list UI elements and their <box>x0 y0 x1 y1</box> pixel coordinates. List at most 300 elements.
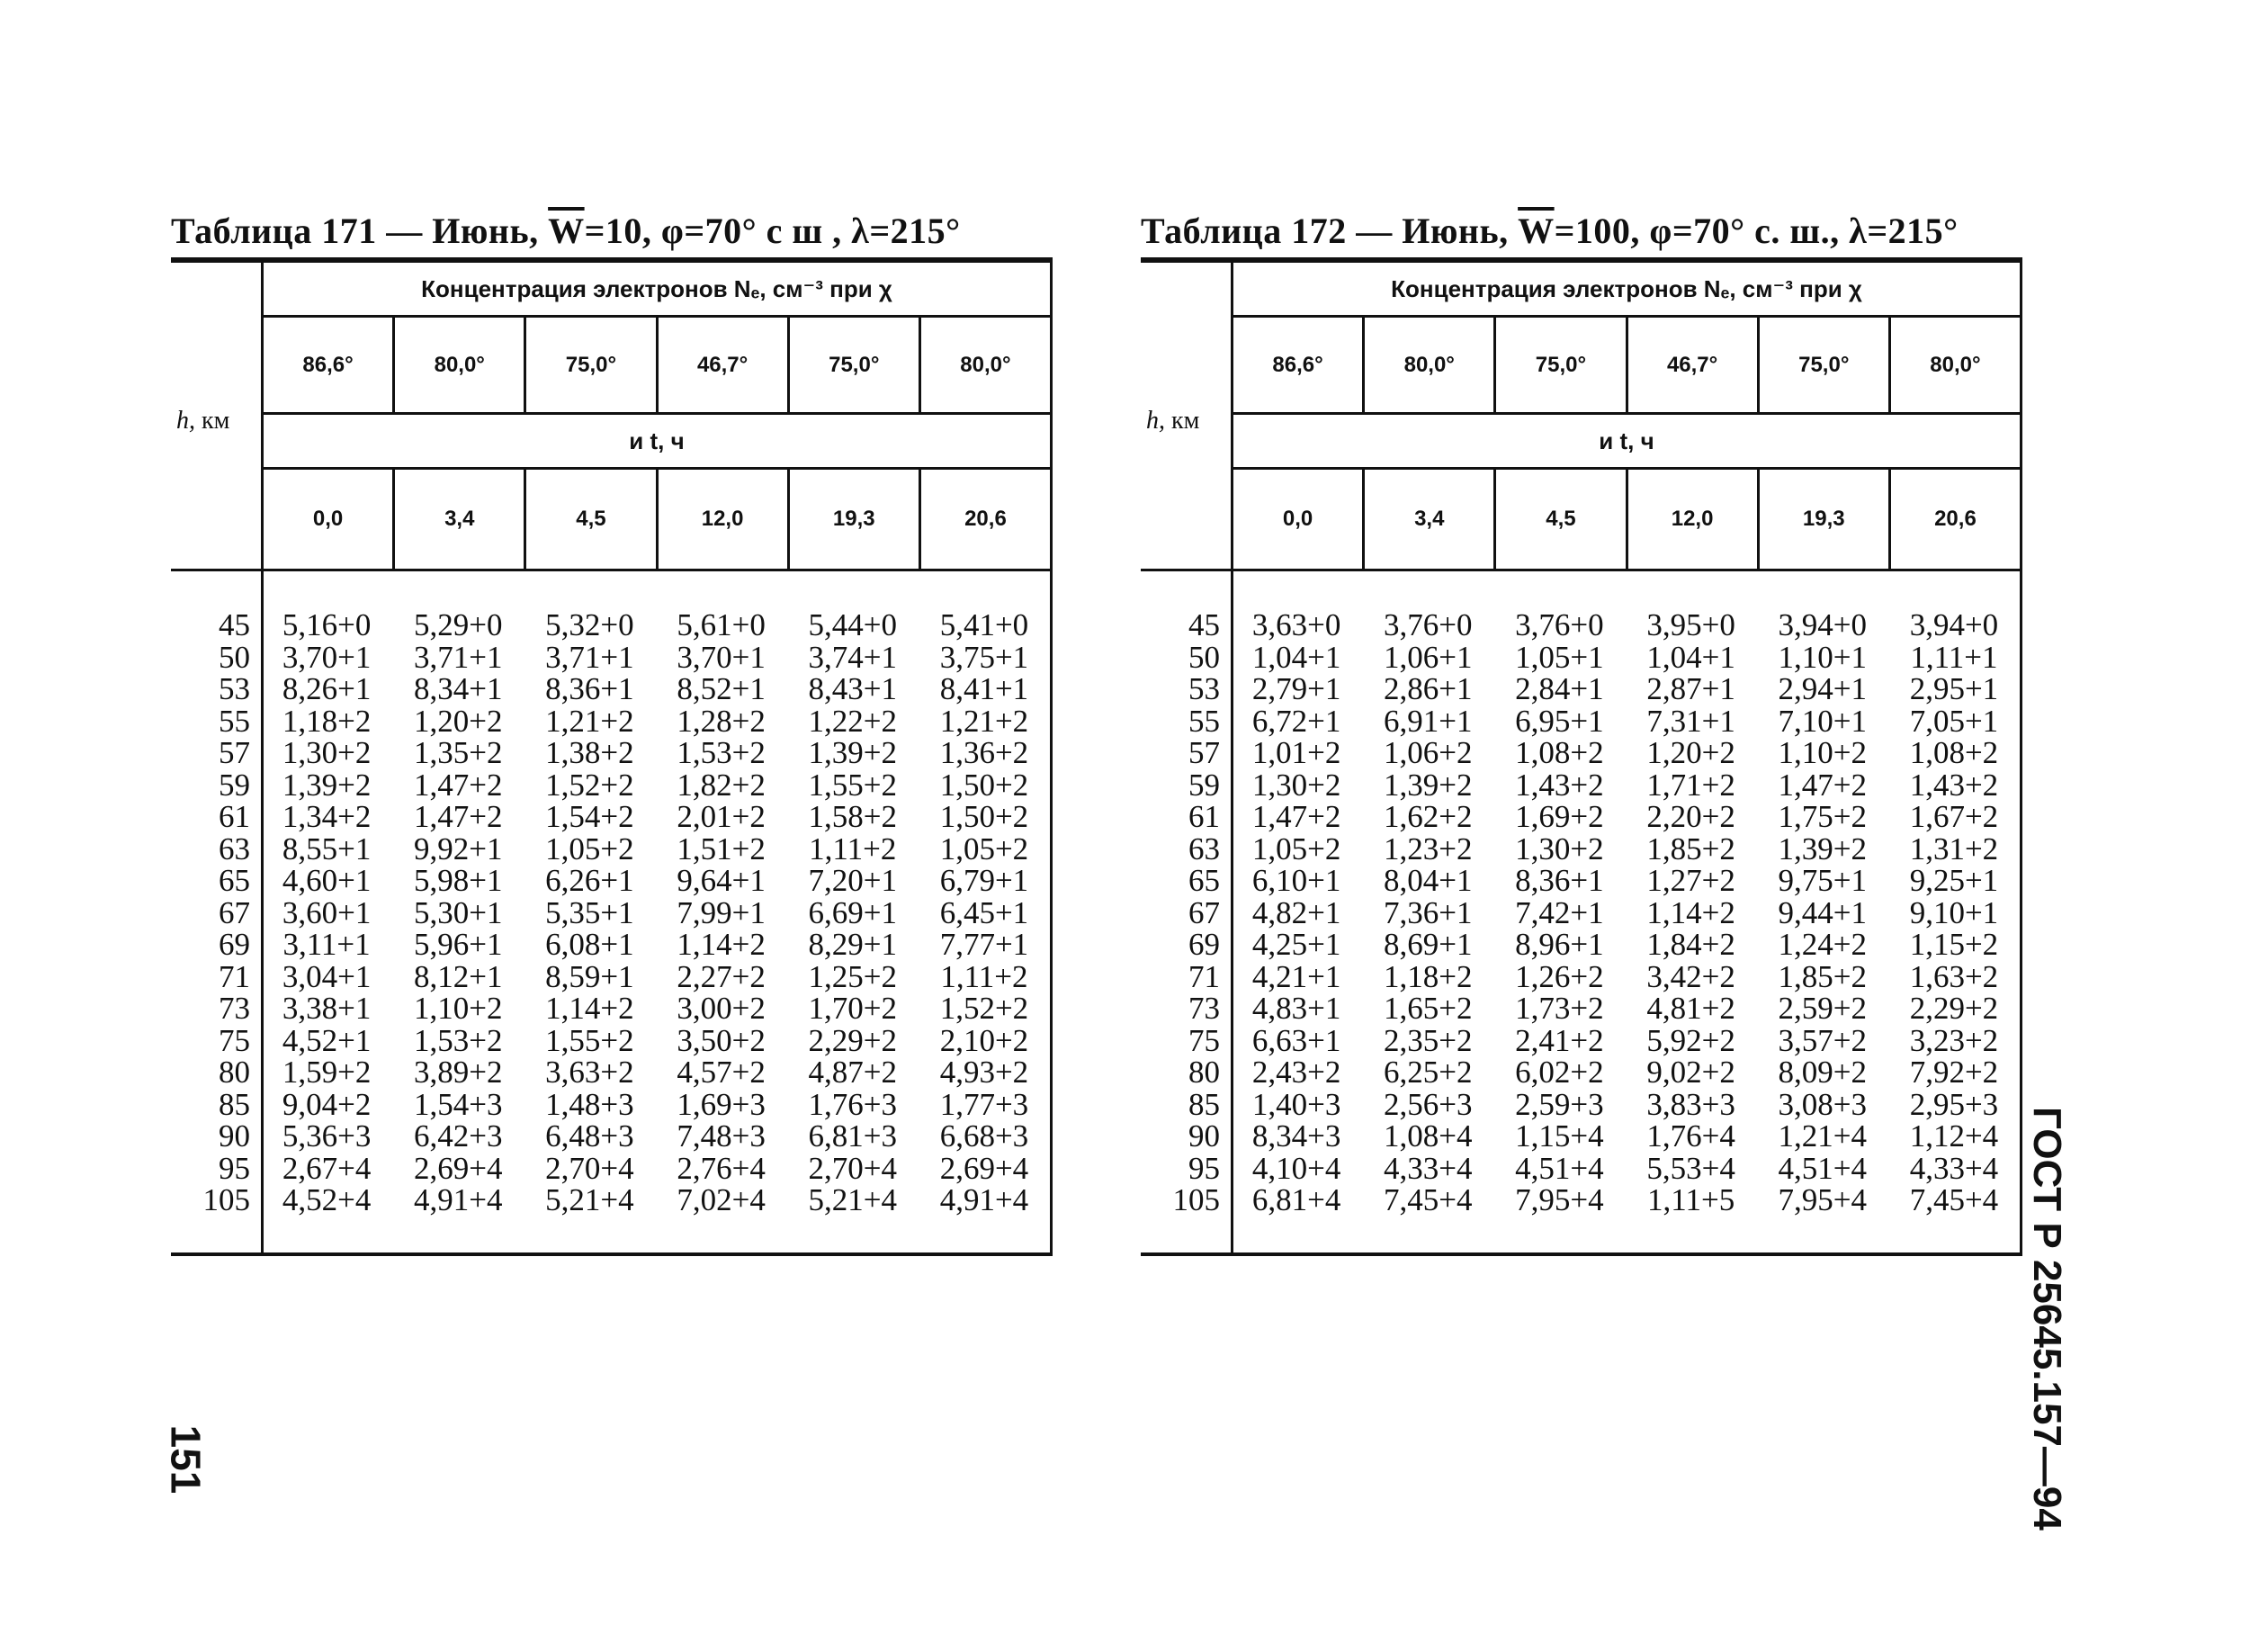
concentration-value: 3,11+1 <box>282 927 371 962</box>
concentration-value: 2,69+4 <box>939 1150 1029 1186</box>
concentration-value: 4,83+1 <box>1251 991 1341 1026</box>
concentration-value: 7,92+2 <box>1909 1055 1999 1090</box>
concentration-value: 6,48+3 <box>545 1118 634 1154</box>
concentration-value: 3,94+0 <box>1778 607 1868 642</box>
concentration-value: 1,05+2 <box>939 830 1029 866</box>
table-row <box>171 801 1050 833</box>
concentration-value: 7,02+4 <box>677 1182 766 1217</box>
concentration-value: 1,52+2 <box>545 767 634 803</box>
concentration-value: 5,92+2 <box>1646 1022 1735 1058</box>
concentration-value: 8,69+1 <box>1384 927 1473 962</box>
concentration-value: 9,10+1 <box>1909 894 1999 930</box>
height-value: 50 <box>219 639 250 675</box>
concentration-value: 9,75+1 <box>1778 863 1868 898</box>
height-value: 55 <box>1188 703 1220 739</box>
concentration-value: 1,39+2 <box>1384 767 1473 803</box>
table-row <box>1141 1184 2020 1217</box>
height-value: 45 <box>219 607 250 642</box>
concentration-value: 1,12+4 <box>1909 1118 1999 1154</box>
concentration-value: 6,42+3 <box>414 1118 503 1154</box>
table-row <box>1141 801 2020 833</box>
concentration-value: 6,45+1 <box>939 894 1029 930</box>
concentration-value: 9,44+1 <box>1778 894 1868 930</box>
concentration-value: 1,47+2 <box>414 799 503 834</box>
height-value: 61 <box>1188 799 1220 834</box>
concentration-value: 1,52+2 <box>939 991 1029 1026</box>
time-cell: 20,6 <box>964 507 1007 531</box>
concentration-value: 2,56+3 <box>1384 1086 1473 1122</box>
table-row <box>171 894 1050 930</box>
concentration-value: 7,36+1 <box>1384 894 1473 930</box>
concentration-value: 4,57+2 <box>677 1055 766 1090</box>
concentration-value: 8,09+2 <box>1778 1055 1868 1090</box>
time-cell: 0,0 <box>1233 470 1365 569</box>
concentration-value: 9,64+1 <box>677 863 766 898</box>
h-header <box>176 407 229 435</box>
concentration-value: 1,39+2 <box>1778 830 1868 866</box>
time-cell: 4,5 <box>526 470 658 569</box>
concentration-value: 5,41+0 <box>939 607 1029 642</box>
concentration-value: 7,95+4 <box>1515 1182 1604 1217</box>
concentration-value: 7,99+1 <box>677 894 766 930</box>
concentration-value: 6,26+1 <box>545 863 634 898</box>
concentration-value: 1,73+2 <box>1515 991 1604 1026</box>
time-cell: 12,0 <box>1628 470 1760 569</box>
concentration-value: 2,59+2 <box>1778 991 1868 1026</box>
concentration-value: 4,33+4 <box>1384 1150 1473 1186</box>
concentration-value: 1,15+4 <box>1515 1118 1604 1154</box>
concentration-value: 6,68+3 <box>939 1118 1029 1154</box>
height-value: 90 <box>219 1118 250 1154</box>
concentration-value: 1,39+2 <box>808 735 898 770</box>
table-row <box>171 929 1050 961</box>
height-value: 73 <box>219 991 250 1026</box>
concentration-value: 6,79+1 <box>939 863 1029 898</box>
concentration-value: 5,32+0 <box>545 607 634 642</box>
concentration-value: 6,81+3 <box>808 1118 898 1154</box>
concentration-value: 2,29+2 <box>808 1022 898 1058</box>
concentration-value: 1,47+2 <box>414 767 503 803</box>
concentration-value: 1,69+3 <box>677 1086 766 1122</box>
concentration-value: 3,70+1 <box>282 639 372 675</box>
caption-w: $\overline{W}$ <box>548 211 585 251</box>
concentration-value: 1,34+2 <box>282 799 372 834</box>
table-row <box>1141 1022 2020 1058</box>
concentration-value: 1,06+1 <box>1384 639 1473 675</box>
concentration-value: 1,82+2 <box>677 767 766 803</box>
concentration-value: 7,20+1 <box>808 863 898 898</box>
table-row <box>1141 830 2020 866</box>
concentration-value: 1,14+2 <box>1646 894 1735 930</box>
concentration-value: 1,84+2 <box>1646 927 1735 962</box>
concentration-value: 1,05+2 <box>545 830 634 866</box>
concentration-value: 4,60+1 <box>282 863 372 898</box>
concentration-value: 1,18+2 <box>1384 958 1473 994</box>
height-value: 65 <box>219 863 250 898</box>
concentration-value: 1,04+1 <box>1251 639 1341 675</box>
concentration-value: 8,34+1 <box>414 671 503 706</box>
table-row <box>1141 894 2020 930</box>
height-value: 53 <box>1188 671 1220 706</box>
table-row <box>171 737 1050 769</box>
right-border <box>2020 263 2022 1252</box>
concentration-value: 1,71+2 <box>1646 767 1735 803</box>
concentration-value: 1,47+2 <box>1778 767 1868 803</box>
table-row <box>1141 865 2020 897</box>
chi-cell: 46,7° <box>1628 318 1760 412</box>
concentration-value: 1,21+4 <box>1778 1118 1868 1154</box>
concentration-value: 9,04+2 <box>282 1086 372 1122</box>
chi-cell: 75,0° <box>526 318 658 412</box>
concentration-value: 1,54+3 <box>414 1086 503 1122</box>
concentration-value: 1,39+2 <box>282 767 372 803</box>
concentration-value: 1,36+2 <box>939 735 1029 770</box>
concentration-value: 8,36+1 <box>1515 863 1604 898</box>
concentration-value: 2,84+1 <box>1515 671 1604 706</box>
concentration-value: 1,23+2 <box>1384 830 1473 866</box>
time-row <box>1233 470 2020 569</box>
chi-cell: 75,0° <box>1496 318 1627 412</box>
table-171 <box>171 205 1053 1256</box>
concentration-value: 5,16+0 <box>282 607 372 642</box>
concentration-value: 3,42+2 <box>1646 958 1735 994</box>
caption-prefix: Таблица 171 — Июнь, <box>171 211 549 251</box>
h-header <box>1146 407 1199 435</box>
concentration-value: 4,82+1 <box>1251 894 1341 930</box>
chi-cell: 86,6° <box>1233 318 1365 412</box>
concentration-value: 1,48+3 <box>545 1086 634 1122</box>
concentration-value: 1,31+2 <box>1909 830 1999 866</box>
concentration-value: 3,23+2 <box>1909 1022 1999 1058</box>
concentration-value: 1,30+2 <box>1251 767 1341 803</box>
concentration-value: 5,98+1 <box>414 863 503 898</box>
table-frame <box>1141 257 2022 1256</box>
concentration-value: 4,10+4 <box>1251 1150 1341 1186</box>
time-header: и t, ч <box>264 415 1050 470</box>
caption-rest: =100, φ=70° с. ш., λ=215° <box>1554 211 1959 251</box>
concentration-value: 3,71+1 <box>414 639 503 675</box>
concentration-value: 6,95+1 <box>1515 703 1604 739</box>
table-row <box>171 673 1050 705</box>
concentration-value: 8,26+1 <box>282 671 372 706</box>
table-body <box>171 609 1050 1217</box>
chi-cell: 80,0° <box>1930 352 1981 377</box>
concentration-value: 1,63+2 <box>1909 958 1999 994</box>
concentration-value: 3,94+0 <box>1909 607 1999 642</box>
table-row <box>171 1184 1050 1217</box>
table-header <box>264 263 1050 569</box>
table-row <box>171 865 1050 897</box>
height-value: 80 <box>219 1055 250 1090</box>
concentration-value: 3,63+2 <box>545 1055 634 1090</box>
table-row <box>1141 958 2020 994</box>
concentration-value: 5,21+4 <box>545 1182 634 1217</box>
chi-cell: 75,0° <box>1760 318 1891 412</box>
concentration-value: 4,87+2 <box>808 1055 898 1090</box>
concentration-value: 1,25+2 <box>808 958 898 994</box>
concentration-value: 2,86+1 <box>1384 671 1473 706</box>
concentration-value: 6,10+1 <box>1251 863 1341 898</box>
chi-cell: 86,6° <box>264 318 395 412</box>
concentration-value: 1,10+2 <box>414 991 503 1026</box>
height-value: 63 <box>1188 830 1220 866</box>
table-row <box>1141 1086 2020 1122</box>
height-value: 50 <box>1188 639 1220 675</box>
concentration-value: 2,27+2 <box>677 958 766 994</box>
concentration-value: 1,11+2 <box>940 958 1028 994</box>
concentration-value: 2,94+1 <box>1778 671 1868 706</box>
concentration-value: 3,95+0 <box>1646 607 1735 642</box>
concentration-value: 1,04+1 <box>1646 639 1735 675</box>
table-row <box>1141 639 2020 675</box>
concentration-value: 4,52+1 <box>282 1022 372 1058</box>
concentration-value: 8,12+1 <box>414 958 503 994</box>
concentration-value: 2,29+2 <box>1909 991 1999 1026</box>
table-row <box>171 958 1050 994</box>
table-row <box>1141 1056 2020 1089</box>
h-symbol: h, <box>1146 407 1165 435</box>
height-value: 53 <box>219 671 250 706</box>
concentration-value: 4,52+4 <box>282 1182 372 1217</box>
concentration-value: 2,69+4 <box>414 1150 503 1186</box>
concentration-value: 1,43+2 <box>1515 767 1604 803</box>
concentration-value: 9,02+2 <box>1646 1055 1735 1090</box>
table-header <box>1233 263 2020 569</box>
concentration-value: 1,24+2 <box>1778 927 1868 962</box>
concentration-value: 1,54+2 <box>545 799 634 834</box>
height-value: 65 <box>1188 863 1220 898</box>
concentration-value: 4,91+4 <box>414 1182 503 1217</box>
concentration-value: 1,38+2 <box>545 735 634 770</box>
standard-designation: ГОСТ Р 25645.157—94 <box>2025 1107 2069 1531</box>
concentration-value: 3,83+3 <box>1646 1086 1735 1122</box>
concentration-value: 5,96+1 <box>414 927 503 962</box>
concentration-value: 1,10+2 <box>1778 735 1868 770</box>
concentration-value: 1,50+2 <box>939 799 1029 834</box>
concentration-value: 4,51+4 <box>1778 1150 1868 1186</box>
concentration-value: 1,05+1 <box>1515 639 1604 675</box>
concentration-value: 1,14+2 <box>545 991 634 1026</box>
table-row <box>171 1022 1050 1058</box>
concentration-value: 2,70+4 <box>808 1150 898 1186</box>
concentration-value: 6,81+4 <box>1251 1182 1341 1217</box>
height-value: 55 <box>219 703 250 739</box>
concentration-value: 4,81+2 <box>1646 991 1735 1026</box>
concentration-value: 9,25+1 <box>1909 863 1999 898</box>
table-caption <box>171 205 1053 257</box>
height-value: 67 <box>219 894 250 930</box>
table-row <box>1141 1150 2020 1186</box>
caption-w: $\overline{W}$ <box>1518 211 1555 251</box>
concentration-value: 3,76+0 <box>1384 607 1473 642</box>
concentration-value: 7,10+1 <box>1778 703 1868 739</box>
concentration-value: 8,96+1 <box>1515 927 1604 962</box>
concentration-value: 3,00+2 <box>677 991 766 1026</box>
concentration-value: 4,51+4 <box>1515 1150 1604 1186</box>
concentration-value: 1,05+2 <box>1251 830 1341 866</box>
concentration-value: 1,14+2 <box>677 927 766 962</box>
table-row <box>171 992 1050 1025</box>
concentration-value: 1,85+2 <box>1646 830 1735 866</box>
concentration-value: 2,95+1 <box>1909 671 1999 706</box>
concentration-value: 3,57+2 <box>1778 1022 1868 1058</box>
concentration-value: 1,11+5 <box>1647 1182 1735 1217</box>
concentration-value: 1,76+3 <box>808 1086 898 1122</box>
concentration-value: 2,76+4 <box>677 1150 766 1186</box>
concentration-value: 6,02+2 <box>1515 1055 1604 1090</box>
concentration-value: 1,75+2 <box>1778 799 1868 834</box>
table-row <box>1141 609 2020 642</box>
height-value: 85 <box>219 1086 250 1122</box>
time-cell: 20,6 <box>1934 507 1977 531</box>
concentration-value: 1,28+2 <box>677 703 766 739</box>
concentration-value: 2,35+2 <box>1384 1022 1473 1058</box>
concentration-value: 1,59+2 <box>282 1055 372 1090</box>
concentration-value: 1,40+3 <box>1251 1086 1341 1122</box>
concentration-value: 3,89+2 <box>414 1055 503 1090</box>
concentration-value: 3,71+1 <box>545 639 634 675</box>
concentration-value: 1,55+2 <box>808 767 898 803</box>
concentration-value: 5,35+1 <box>545 894 634 930</box>
table-row <box>1141 705 2020 738</box>
concentration-value: 1,53+2 <box>414 1022 503 1058</box>
concentration-value: 7,48+3 <box>677 1118 766 1154</box>
concentration-value: 1,67+2 <box>1909 799 1999 834</box>
concentration-value: 4,91+4 <box>939 1182 1029 1217</box>
height-value: 69 <box>1188 927 1220 962</box>
height-value: 73 <box>1188 991 1220 1026</box>
concentration-value: 8,41+1 <box>939 671 1029 706</box>
concentration-value: 6,69+1 <box>808 894 898 930</box>
concentration-value: 2,20+2 <box>1646 799 1735 834</box>
height-value: 57 <box>219 735 250 770</box>
concentration-value: 6,25+2 <box>1384 1055 1473 1090</box>
height-value: 71 <box>1188 958 1220 994</box>
concentration-value: 1,51+2 <box>677 830 766 866</box>
concentration-value: 5,29+0 <box>414 607 503 642</box>
concentration-value: 6,72+1 <box>1251 703 1341 739</box>
concentration-value: 1,08+4 <box>1384 1118 1473 1154</box>
table-row <box>1141 929 2020 961</box>
height-value: 95 <box>1188 1150 1220 1186</box>
concentration-value: 2,67+4 <box>282 1150 372 1186</box>
concentration-value: 5,21+4 <box>808 1182 898 1217</box>
concentration-value: 1,76+4 <box>1646 1118 1735 1154</box>
height-value: 80 <box>1188 1055 1220 1090</box>
chi-cell: 80,0° <box>1365 318 1496 412</box>
concentration-value: 1,70+2 <box>808 991 898 1026</box>
concentration-value: 1,11+2 <box>809 830 897 866</box>
concentration-value: 2,87+1 <box>1646 671 1735 706</box>
concentration-value: 5,61+0 <box>677 607 766 642</box>
concentration-value: 1,01+2 <box>1251 735 1341 770</box>
concentration-value: 1,06+2 <box>1384 735 1473 770</box>
concentration-value: 1,58+2 <box>808 799 898 834</box>
caption-prefix: Таблица 172 — Июнь, <box>1141 211 1519 251</box>
h-unit: км <box>1165 407 1200 435</box>
concentration-value: 1,21+2 <box>939 703 1029 739</box>
concentration-value: 6,91+1 <box>1384 703 1473 739</box>
concentration-value: 1,18+2 <box>282 703 372 739</box>
concentration-value: 9,92+1 <box>414 830 503 866</box>
height-value: 69 <box>219 927 250 962</box>
concentration-value: 1,43+2 <box>1909 767 1999 803</box>
concentration-value: 2,70+4 <box>545 1150 634 1186</box>
concentration-value: 1,15+2 <box>1909 927 1999 962</box>
height-value: 90 <box>1188 1118 1220 1154</box>
concentration-value: 8,29+1 <box>808 927 898 962</box>
table-row <box>1141 737 2020 769</box>
concentration-value: 2,01+2 <box>677 799 766 834</box>
table-172 <box>1141 205 2022 1256</box>
height-value: 61 <box>219 799 250 834</box>
header-rule <box>1141 569 2022 571</box>
table-row <box>171 609 1050 642</box>
concentration-value: 3,70+1 <box>677 639 766 675</box>
height-value: 59 <box>219 767 250 803</box>
concentration-value: 1,85+2 <box>1778 958 1868 994</box>
height-value: 45 <box>1188 607 1220 642</box>
concentration-value: 3,75+1 <box>939 639 1029 675</box>
concentration-value: 8,34+3 <box>1251 1118 1341 1154</box>
concentration-value: 3,76+0 <box>1515 607 1604 642</box>
concentration-value: 1,08+2 <box>1515 735 1604 770</box>
height-value: 105 <box>202 1182 250 1217</box>
chi-cell: 80,0° <box>395 318 526 412</box>
concentration-value: 5,53+4 <box>1646 1150 1735 1186</box>
h-unit: км <box>195 407 230 435</box>
chi-row <box>264 318 1050 415</box>
concentration-value: 6,08+1 <box>545 927 634 962</box>
concentration-value: 1,65+2 <box>1384 991 1473 1026</box>
concentration-value: 4,93+2 <box>939 1055 1029 1090</box>
chi-cell: 80,0° <box>960 352 1011 377</box>
concentration-value: 5,30+1 <box>414 894 503 930</box>
table-row <box>1141 1120 2020 1153</box>
concentration-value: 1,30+2 <box>282 735 372 770</box>
concentration-value: 1,30+2 <box>1515 830 1604 866</box>
concentration-value: 1,08+2 <box>1909 735 1999 770</box>
concentration-value: 1,35+2 <box>414 735 503 770</box>
table-row <box>1141 769 2020 802</box>
height-value: 63 <box>219 830 250 866</box>
height-value: 71 <box>219 958 250 994</box>
concentration-value: 1,53+2 <box>677 735 766 770</box>
concentration-value: 1,22+2 <box>808 703 898 739</box>
concentration-value: 1,47+2 <box>1251 799 1341 834</box>
concentration-value: 7,42+1 <box>1515 894 1604 930</box>
height-value: 75 <box>1188 1022 1220 1058</box>
concentration-value: 3,08+3 <box>1778 1086 1868 1122</box>
right-border <box>1050 263 1053 1252</box>
concentration-value: 8,43+1 <box>808 671 898 706</box>
concentration-value: 6,63+1 <box>1251 1022 1341 1058</box>
time-cell: 19,3 <box>790 470 921 569</box>
concentration-value: 1,10+1 <box>1778 639 1868 675</box>
table-row <box>1141 673 2020 705</box>
concentration-value: 2,43+2 <box>1251 1055 1341 1090</box>
table-row <box>171 1086 1050 1122</box>
chi-cell: 75,0° <box>790 318 921 412</box>
concentration-value: 4,33+4 <box>1909 1150 1999 1186</box>
concentration-value: 2,79+1 <box>1251 671 1341 706</box>
time-cell: 3,4 <box>1365 470 1496 569</box>
concentration-value: 1,50+2 <box>939 767 1029 803</box>
height-value: 57 <box>1188 735 1220 770</box>
time-cell: 12,0 <box>659 470 790 569</box>
concentration-value: 1,26+2 <box>1515 958 1604 994</box>
table-caption <box>1141 205 2022 257</box>
